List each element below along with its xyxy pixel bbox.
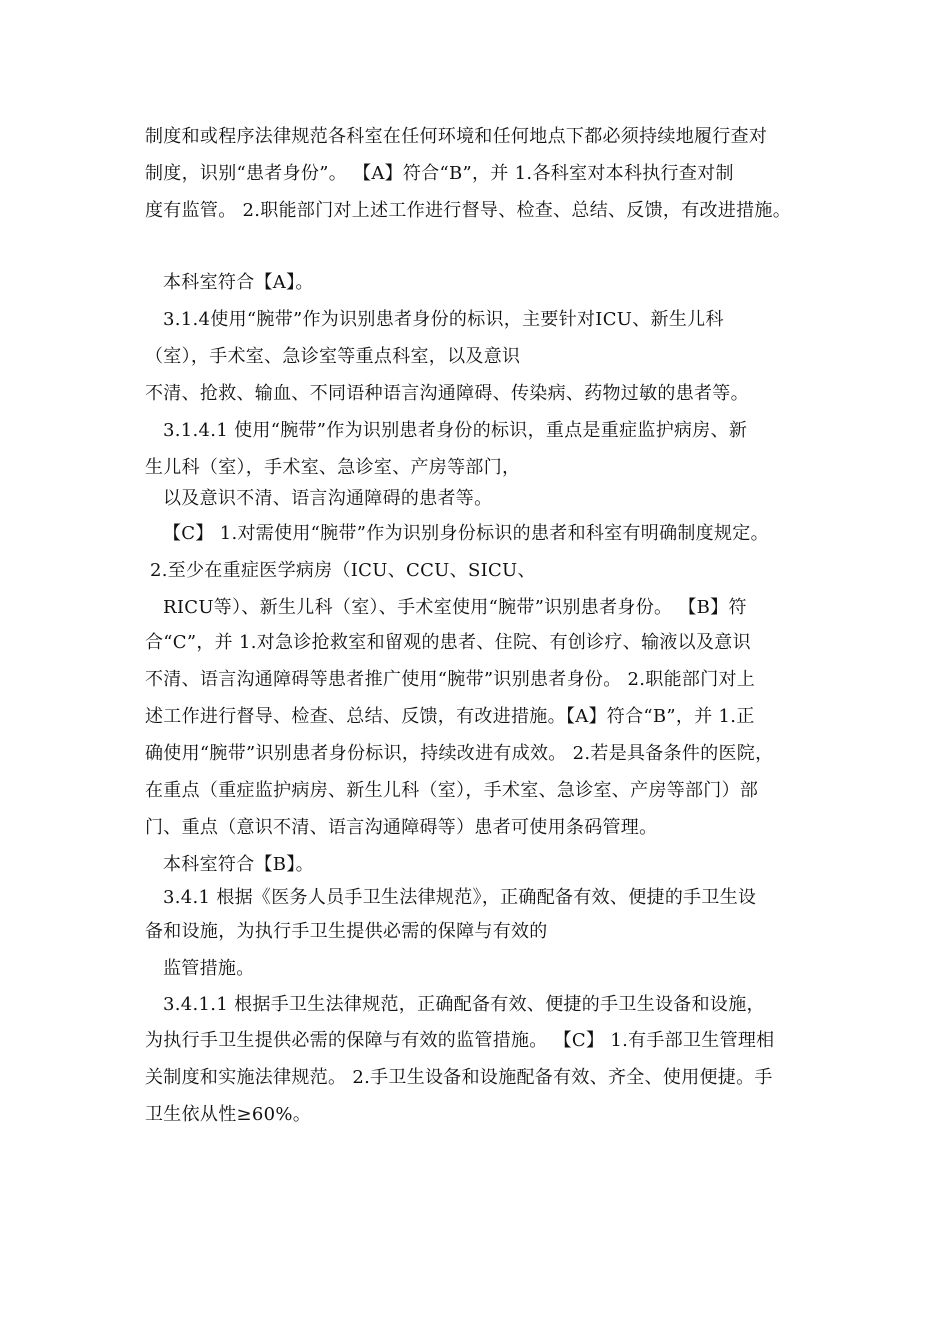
text-line: 为执行手卫生提供必需的保障与有效的监管措施。 【C】 1.有手部卫生管理相 [145,1030,775,1051]
text-line: 述工作进行督导、检查、总结、反馈，有改进措施。【A】符合“B”，并 1.正 [145,706,755,727]
text-line: 以及意识不清、语言沟通障碍的患者等。 [163,488,493,509]
text-line: 门、重点（意识不清、语言沟通障碍等）患者可使用条码管理。 [145,817,658,838]
text-line: 不清、抢救、输血、不同语种语言沟通障碍、传染病、药物过敏的患者等。 [145,383,749,404]
text-line: 3.4.1.1 根据手卫生法律规范，正确配备有效、便捷的手卫生设备和设施， [163,994,765,1015]
text-line: 不清、语言沟通障碍等患者推广使用“腕带”识别患者身份。 2.职能部门对上 [145,669,756,690]
text-line: 3.1.4.1 使用“腕带”作为识别患者身份的标识，重点是重症监护病房、新 [163,420,748,441]
text-line: （室），手术室、急诊室等重点科室，以及意识 [145,346,521,367]
text-line: RICU等）、新生儿科（室）、手术室使用“腕带”识别患者身份。 【B】符 [163,597,747,618]
text-line: 监管措施。 [163,958,255,979]
text-line: 制度和或程序法律规范各科室在任何环境和任何地点下都必须持续地履行查对 [145,126,768,147]
text-line: 关制度和实施法律规范。 2.手卫生设备和设施配备有效、齐全、使用便捷。手 [145,1067,773,1088]
text-line: 合“C”，并 1.对急诊抢救室和留观的患者、住院、有创诊疗、输液以及意识 [145,632,751,653]
text-line: 卫生依从性≥60%。 [145,1104,312,1125]
text-line: 3.1.4使用“腕带”作为识别患者身份的标识，主要针对ICU、新生儿科 [163,309,724,330]
text-line: 2.至少在重症医学病房（ICU、CCU、SICU、 [150,560,536,581]
text-line: 本科室符合【A】。 [163,272,314,293]
text-line: 3.4.1 根据《医务人员手卫生法律规范》，正确配备有效、便捷的手卫生设 [163,887,757,908]
text-line: 本科室符合【B】。 [163,854,314,875]
text-line: 在重点（重症监护病房、新生儿科（室），手术室、急诊室、产房等部门）部 [145,780,759,801]
text-line: 生儿科（室），手术室、急诊室、产房等部门， [145,457,521,478]
text-line: 确使用“腕带”识别患者身份标识，持续改进有成效。 2.若是具备条件的医院， [145,743,774,764]
text-line: 备和设施，为执行手卫生提供必需的保障与有效的 [145,921,548,942]
text-line: 度有监管。 2.职能部门对上述工作进行督导、检查、总结、反馈，有改进措施。 [145,200,791,221]
text-line: 制度，识别“患者身份”。 【A】符合“B”，并 1.各科室对本科执行查对制 [145,163,734,184]
text-line: 【C】 1.对需使用“腕带”作为识别身份标识的患者和科室有明确制度规定。 [163,523,769,544]
